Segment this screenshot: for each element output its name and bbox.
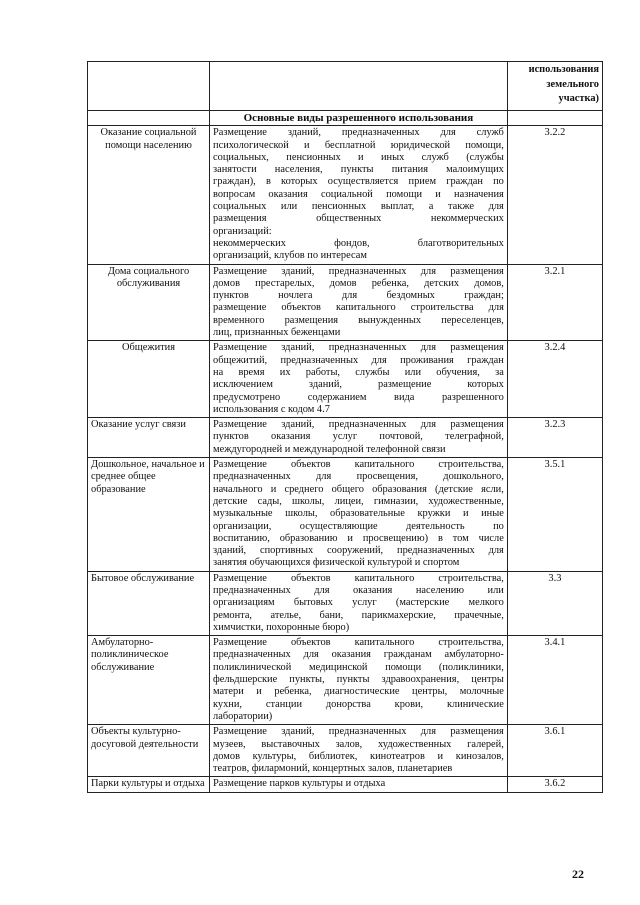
use-type-name: Парки культуры и отдыха <box>88 777 210 792</box>
description-line: музеев, выставочных залов, художественных галерей, <box>213 738 504 750</box>
description-line: Размещение объектов капитального строительства, <box>213 572 504 584</box>
use-type-name: Общежития <box>88 341 210 418</box>
description-line: предназначенных для просвещения, дошкольного, <box>213 471 504 483</box>
description-line: междугородней и международной телефонной связи <box>213 443 446 455</box>
description-line: поликлинической медицинской помощи (поликлиники, <box>213 661 504 673</box>
description-line: ремонта, ателье, бани, парикмахерские, прачечные, <box>213 609 504 621</box>
description-line: общежитий, предназначенных для проживания граждан <box>213 354 504 366</box>
description-line: предусмотрено содержанием вида разрешенного <box>213 391 504 403</box>
table-row <box>88 777 603 792</box>
use-type-code: 3.5.1 <box>507 458 602 572</box>
description-line: Размещение зданий, предназначенных для размещения <box>213 726 504 738</box>
use-type-description <box>210 341 508 418</box>
description-line: социальных, пенсионных и иных служб (службы <box>213 151 504 163</box>
description-line: Размещение зданий, предназначенных для размещения <box>213 265 504 277</box>
use-type-description <box>210 126 508 264</box>
description-line: занятости населения, пункты питания малоимущих <box>213 164 504 176</box>
use-type-description <box>210 264 508 341</box>
description-line: размещения общественных некоммерческих <box>213 213 504 225</box>
description-line: использования с кодом 4.7 <box>213 403 330 415</box>
description-line: занятия обучающихся физической культурой и спортом <box>213 557 460 569</box>
use-type-name: Оказание социальной помощи населению <box>88 126 210 264</box>
description-line: домов культуры, библиотек, кинотеатров и кинозалов, <box>213 750 504 762</box>
section-title-empty <box>88 111 210 126</box>
section-title-empty-code <box>507 111 602 126</box>
description-line: домов престарелых, домов ребенка, детских домов, <box>213 277 504 289</box>
description-line: исключением зданий, размещение которых <box>213 379 504 391</box>
use-type-code: 3.3 <box>507 571 602 635</box>
description-line: предназначенных для оказания населению или <box>213 584 504 596</box>
table-row <box>88 264 603 341</box>
description-line: на время их работы, службы или обучения, за <box>213 366 504 378</box>
use-type-code: 3.2.2 <box>507 126 602 264</box>
table-row <box>88 458 603 572</box>
description-line: музыкальные школы, образовательные кружки и иные <box>213 508 504 520</box>
header-cell-desc <box>210 62 508 111</box>
table-header-row <box>88 62 603 111</box>
use-type-description <box>210 725 508 777</box>
use-type-name: Объекты культурно-досуговой деятельности <box>88 725 210 777</box>
use-type-name: Оказание услуг связи <box>88 418 210 458</box>
description-line: вопросам оказания социальной помощи и назначения <box>213 188 504 200</box>
header-code-line: использования <box>528 64 599 75</box>
description-line: пунктов ночлега для бездомных граждан; <box>213 290 504 302</box>
table-row <box>88 636 603 725</box>
use-type-name: Амбулаторно-поликлиническое обслуживание <box>88 636 210 725</box>
table-row <box>88 725 603 777</box>
description-line: Размещение объектов капитального строительства, <box>213 637 504 649</box>
page-number: 22 <box>572 867 584 881</box>
use-type-code: 3.6.2 <box>507 777 602 792</box>
table-row <box>88 126 603 264</box>
table-row <box>88 418 603 458</box>
description-line: воспитанию, образованию и просвещению) в том числе <box>213 532 504 544</box>
header-code-line: участка) <box>558 93 599 104</box>
description-line: организациям бытовых услуг (мастерские мелкого <box>213 597 504 609</box>
description-line: Размещение зданий, предназначенных для размещения <box>213 419 504 431</box>
use-type-code: 3.2.1 <box>507 264 602 341</box>
description-line: зданий, спортивных сооружений, предназначенных для <box>213 545 504 557</box>
use-type-name: Бытовое обслуживание <box>88 571 210 635</box>
description-line: временного размещения вынужденных переселенцев, <box>213 314 504 326</box>
table-row <box>88 571 603 635</box>
use-type-description <box>210 418 508 458</box>
header-cell-name <box>88 62 210 111</box>
header-code-line: земельного <box>546 78 599 90</box>
use-type-description <box>210 571 508 635</box>
description-line: социальных или пенсионных выплат, а также для <box>213 201 504 213</box>
description-line: некоммерческих фондов, благотворительных <box>213 237 504 249</box>
description-line: лиц, признанных беженцами <box>213 327 341 339</box>
description-line: матери и ребенка, диагностические центры, молочные <box>213 686 504 698</box>
description-line: фельдшерские пункты, пункты здравоохранения, центры <box>213 674 504 686</box>
use-type-name: Дома социального обслуживания <box>88 264 210 341</box>
use-type-code: 3.2.3 <box>507 418 602 458</box>
header-cell-code <box>507 62 602 111</box>
description-line: Размещение зданий, предназначенных для размещения <box>213 342 504 354</box>
description-line: Размещение зданий, предназначенных для служб <box>213 127 504 139</box>
description-line: начального и среднего общего образования (детские ясли, <box>213 483 504 495</box>
description-line: размещение объектов капитального строительства для <box>213 302 504 314</box>
description-line: химчистки, похоронные бюро) <box>213 621 350 633</box>
description-line: организаций, клубов по интересам <box>213 250 367 262</box>
use-type-code: 3.2.4 <box>507 341 602 418</box>
description-line: Размещение парков культуры и отдыха <box>213 778 386 790</box>
use-type-description <box>210 777 508 792</box>
use-type-code: 3.6.1 <box>507 725 602 777</box>
description-line: психологической и бесплатной юридической помощи, <box>213 139 504 151</box>
section-title-row <box>88 111 603 126</box>
land-use-table <box>87 61 603 793</box>
use-type-description <box>210 458 508 572</box>
description-line: театров, филармоний, концертных залов, планетариев <box>213 763 453 775</box>
description-line: организаций: <box>213 225 272 237</box>
description-line: граждан), в которых осуществляется прием граждан по <box>213 176 504 188</box>
use-type-name: Дошкольное, начальное и среднее общее образование <box>88 458 210 572</box>
description-line: детские сады, школы, лицеи, гимназии, художественные, <box>213 495 504 507</box>
description-line: лаборатории) <box>213 710 273 722</box>
use-type-code: 3.4.1 <box>507 636 602 725</box>
section-title: Основные виды разрешенного использования <box>210 111 508 126</box>
description-line: пунктов оказания услуг почтовой, телеграфной, <box>213 431 504 443</box>
description-line: предназначенных для оказания гражданам амбулаторно- <box>213 649 504 661</box>
use-type-description <box>210 636 508 725</box>
description-line: Размещение объектов капитального строительства, <box>213 459 504 471</box>
description-line: кухни, станции донорства крови, клинические <box>213 698 504 710</box>
description-line: организации, осуществляющие деятельность по <box>213 520 504 532</box>
table-row <box>88 341 603 418</box>
